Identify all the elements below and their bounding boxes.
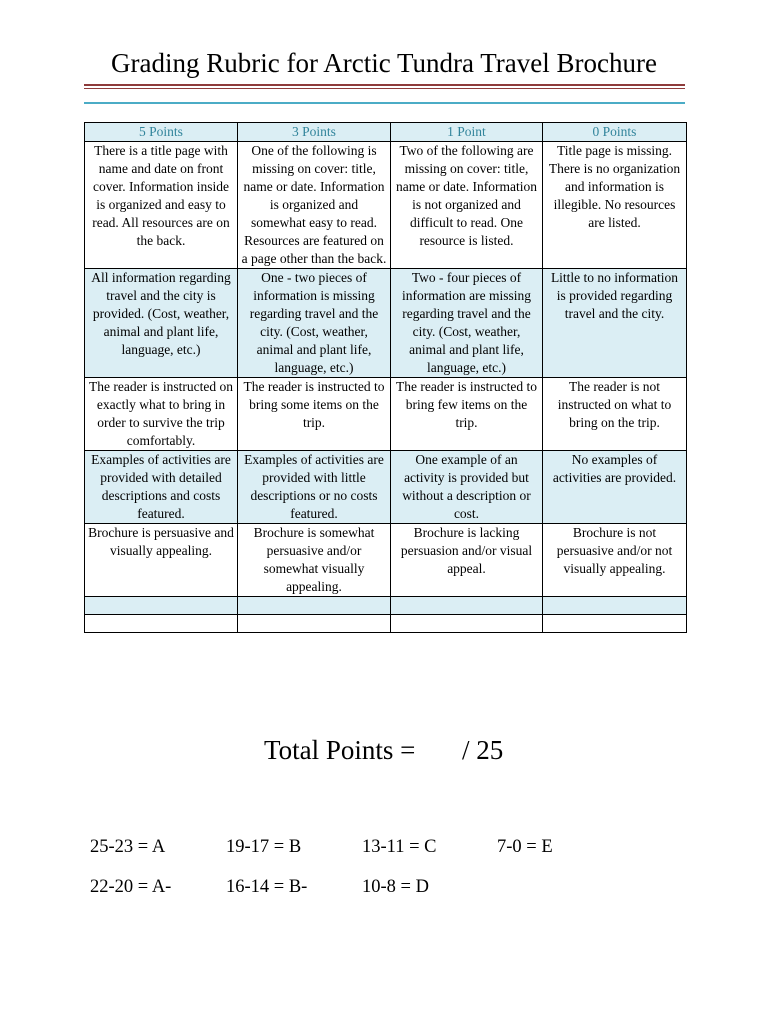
blank-cell bbox=[85, 597, 238, 615]
rubric-cell: Brochure is not persuasive and/or not visually appealing. bbox=[543, 524, 687, 597]
rubric-cell: One - two pieces of information is missing regarding travel and the city. (Cost, weather, animal and plant life, language, etc.) bbox=[238, 269, 391, 378]
blank-row bbox=[85, 597, 687, 615]
grade-scale-a: 25-23 = A bbox=[90, 837, 166, 857]
rubric-cell: The reader is instructed to bring some items on the trip. bbox=[238, 378, 391, 451]
rubric-cell: All information regarding travel and the city is provided. (Cost, weather, animal and plant life, language, etc.) bbox=[85, 269, 238, 378]
header-5-points: 5 Points bbox=[85, 123, 238, 142]
rubric-cell: The reader is instructed to bring few items on the trip. bbox=[391, 378, 543, 451]
blank-cell bbox=[543, 615, 687, 633]
rubric-cell: Two - four pieces of information are missing regarding travel and the city. (Cost, weather, animal and plant life, language, etc.) bbox=[391, 269, 543, 378]
blank-cell bbox=[238, 597, 391, 615]
criterion-row-information bbox=[85, 269, 687, 378]
rubric-cell: The reader is instructed on exactly what to bring in order to survive the trip comfortably. bbox=[85, 378, 238, 451]
grade-scale-e: 7-0 = E bbox=[497, 837, 553, 857]
rubric-cell: Examples of activities are provided with little descriptions or no costs featured. bbox=[238, 451, 391, 524]
rubric-cell: The reader is not instructed on what to bring on the trip. bbox=[543, 378, 687, 451]
header-0-points: 0 Points bbox=[543, 123, 687, 142]
rubric-cell: Little to no information is provided regarding travel and the city. bbox=[543, 269, 687, 378]
title-rule-top bbox=[84, 84, 685, 86]
rubric-cell: There is a title page with name and date on front cover. Information inside is organized and easy to read. All resources are on the back. bbox=[85, 142, 238, 269]
page-title: Grading Rubric for Arctic Tundra Travel Brochure bbox=[111, 48, 657, 78]
rubric-cell: Brochure is persuasive and visually appealing. bbox=[85, 524, 238, 597]
criterion-row-persuasion bbox=[85, 524, 687, 597]
header-3-points: 3 Points bbox=[238, 123, 391, 142]
blank-cell bbox=[391, 597, 543, 615]
rubric-cell: Title page is missing. There is no organization and information is illegible. No resources are listed. bbox=[543, 142, 687, 269]
blank-cell bbox=[391, 615, 543, 633]
blank-cell bbox=[543, 597, 687, 615]
rubric-cell: One of the following is missing on cover: title, name or date. Information is organized and somewhat easy to read. Resources are featured on a page other than the back. bbox=[238, 142, 391, 269]
grade-scale-b-minus: 16-14 = B- bbox=[226, 877, 308, 897]
blank-cell bbox=[85, 615, 238, 633]
grade-scale-d: 10-8 = D bbox=[362, 877, 429, 897]
rubric-cell: Two of the following are missing on cover: title, name or date. Information is not organized and difficult to read. One resource is listed. bbox=[391, 142, 543, 269]
grade-scale-b: 19-17 = B bbox=[226, 837, 302, 857]
rubric-cell: Brochure is lacking persuasion and/or visual appeal. bbox=[391, 524, 543, 597]
accent-rule bbox=[84, 102, 685, 104]
title-rule-bottom bbox=[84, 88, 685, 89]
header-1-point: 1 Point bbox=[391, 123, 543, 142]
total-points-out-of: / 25 bbox=[462, 735, 504, 765]
criterion-row-presentation bbox=[85, 142, 687, 269]
blank-row bbox=[85, 615, 687, 633]
rubric-cell: One example of an activity is provided but without a description or cost. bbox=[391, 451, 543, 524]
rubric-table bbox=[84, 122, 687, 633]
rubric-cell: Brochure is somewhat persuasive and/or somewhat visually appealing. bbox=[238, 524, 391, 597]
rubric-cell: Examples of activities are provided with detailed descriptions and costs featured. bbox=[85, 451, 238, 524]
criterion-row-packing bbox=[85, 378, 687, 451]
grade-scale-a-minus: 22-20 = A- bbox=[90, 877, 172, 897]
header-row bbox=[85, 123, 687, 142]
grade-scale-c: 13-11 = C bbox=[362, 837, 437, 857]
total-points-label: Total Points = bbox=[264, 735, 416, 765]
blank-cell bbox=[238, 615, 391, 633]
criterion-row-activities bbox=[85, 451, 687, 524]
rubric-cell: No examples of activities are provided. bbox=[543, 451, 687, 524]
